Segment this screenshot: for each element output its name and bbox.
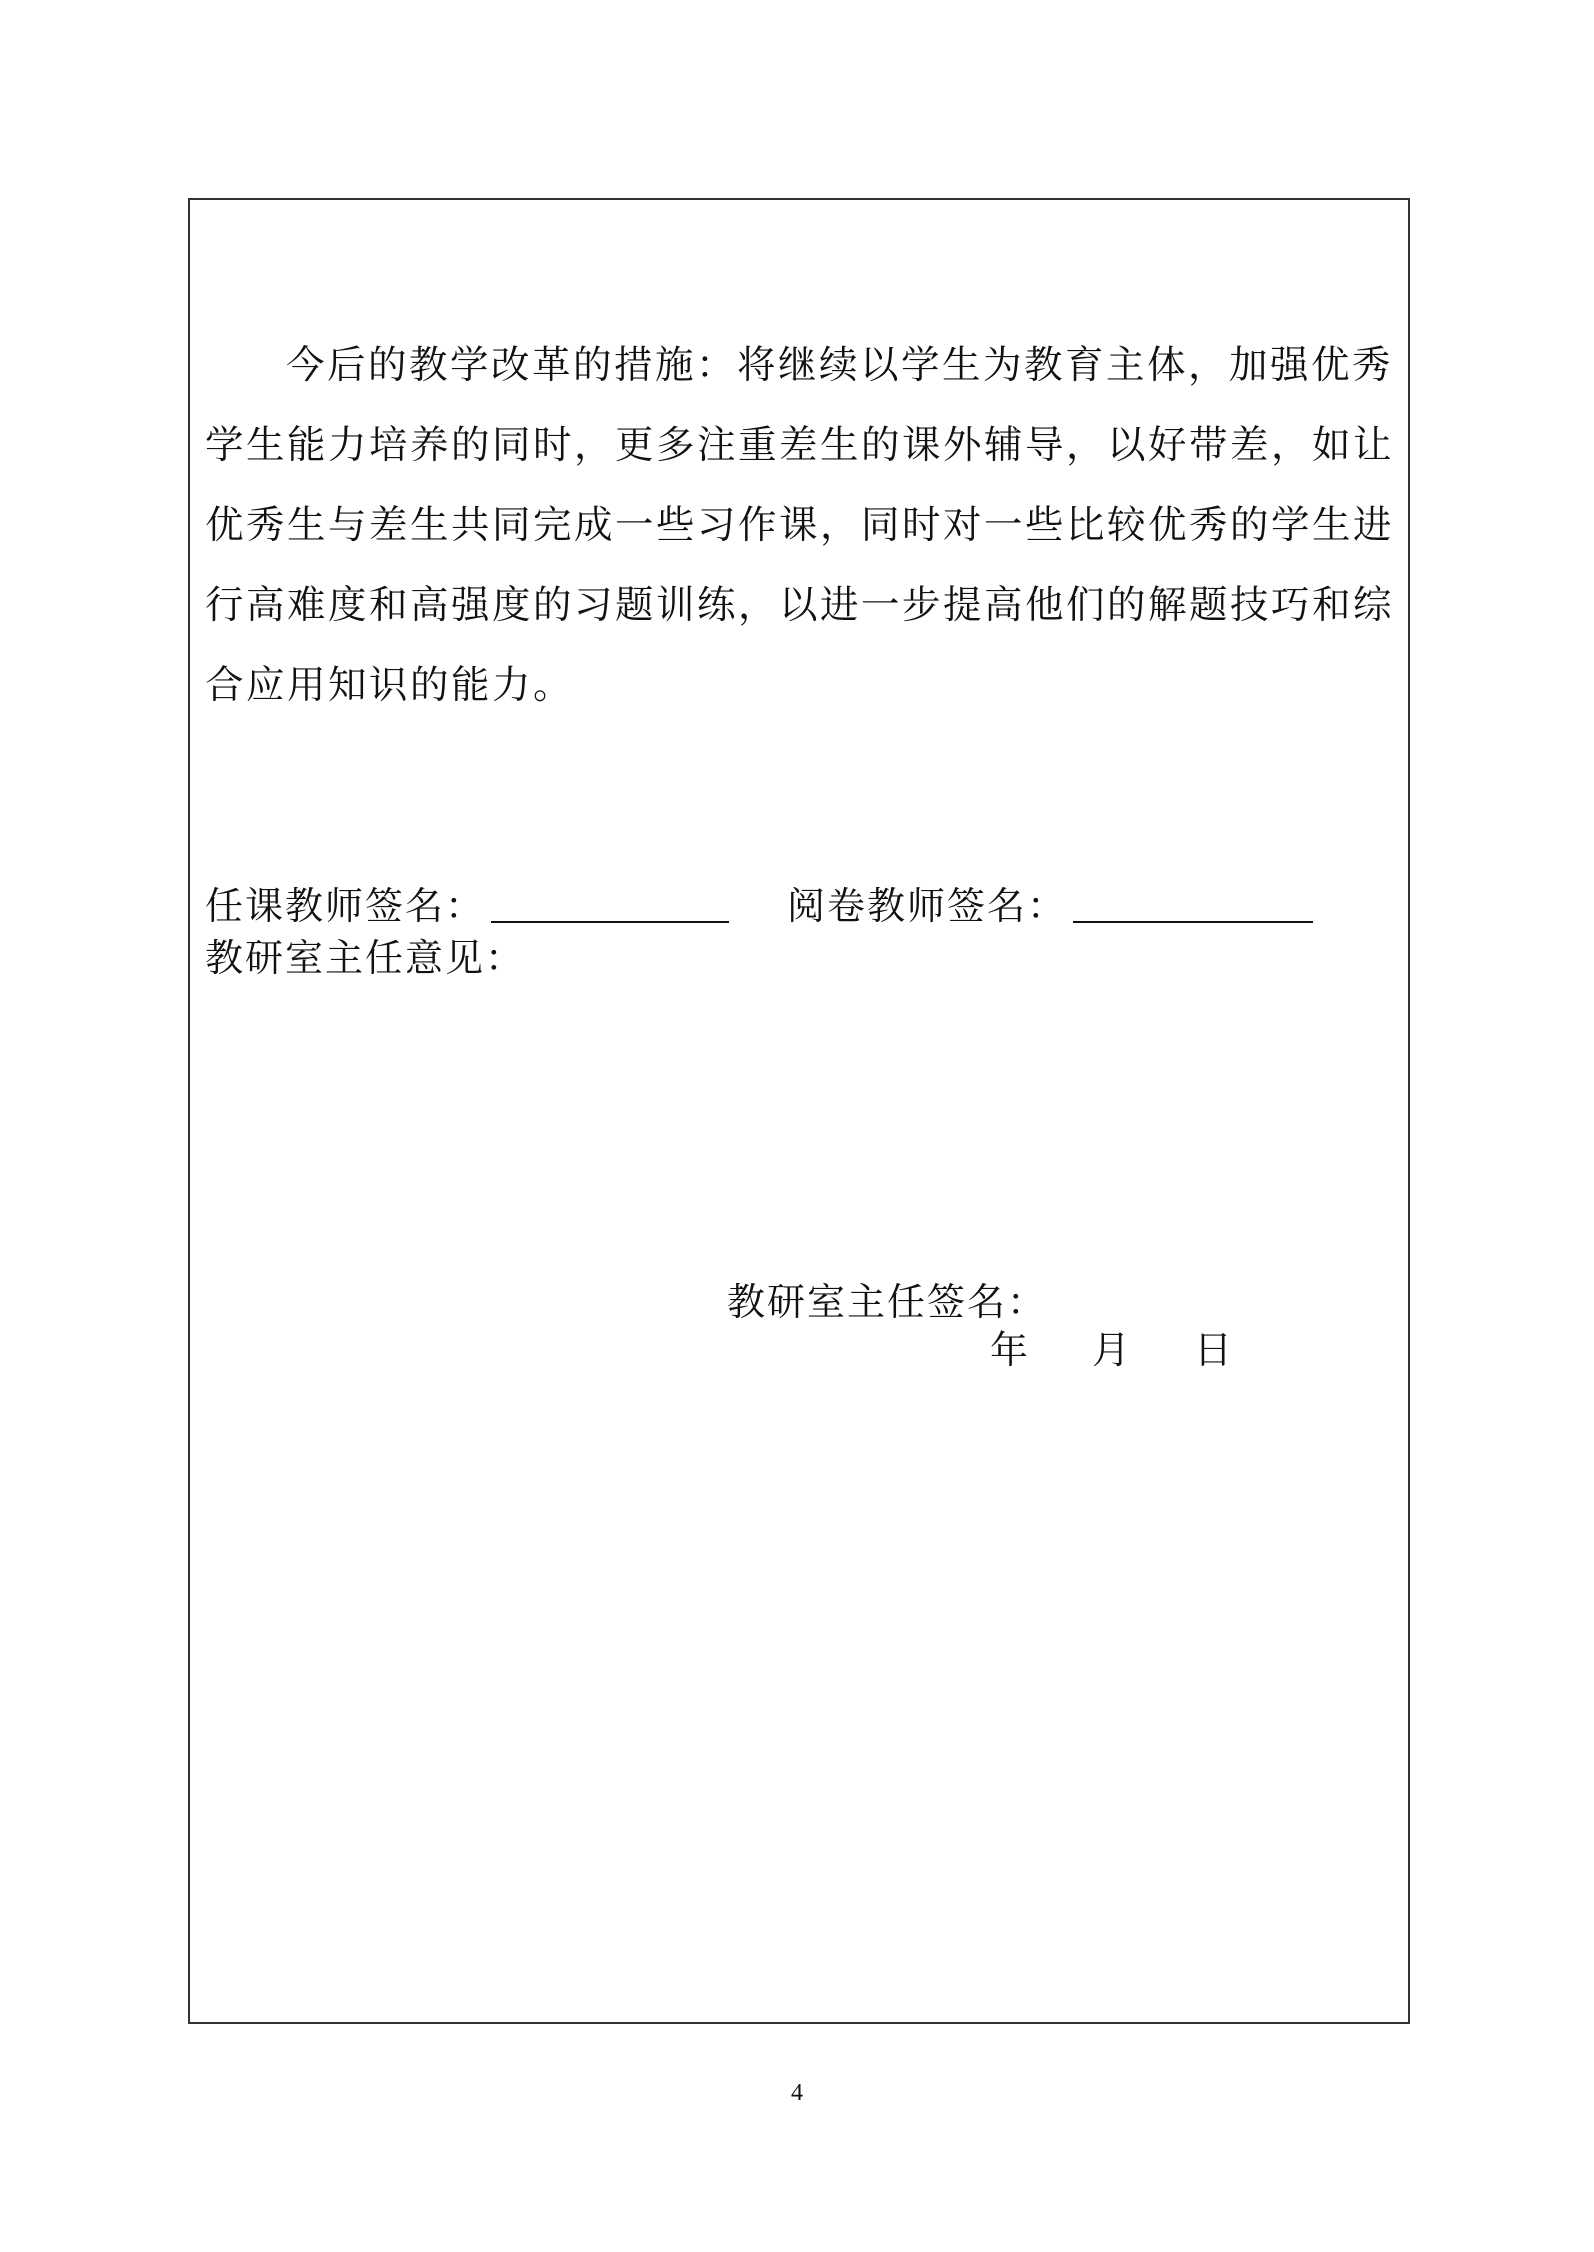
date-row [990, 1320, 1232, 1380]
reviewer-signature-line [1073, 876, 1313, 923]
director-signature-label: 教研室主任签名： [727, 1280, 1048, 1324]
reviewer-signature-label: 阅卷教师签名： [787, 884, 1068, 928]
teacher-signature-line [491, 876, 729, 923]
date-year-label: 年 [990, 1328, 1029, 1372]
director-opinion-label: 教研室主任意见： [205, 936, 526, 980]
signature-row [205, 876, 1395, 936]
page-number: 4 [791, 2080, 803, 2106]
date-month-label: 月 [1092, 1328, 1131, 1372]
date-day-label: 日 [1194, 1328, 1233, 1372]
teaching-reform-measures-paragraph: 今后的教学改革的措施：将继续以学生为教育主体，加强优秀学生能力培养的同时，更多注重差生的课外辅导，以好带差，如让优秀生与差生共同完成一些习作课，同时对一些比较优秀的学生进行高难度和高强度的习题训练，以进一步提高他们的解题技巧和综合应用知识的能力。 [205, 343, 1395, 708]
teacher-signature-label: 任课教师签名： [205, 884, 486, 928]
